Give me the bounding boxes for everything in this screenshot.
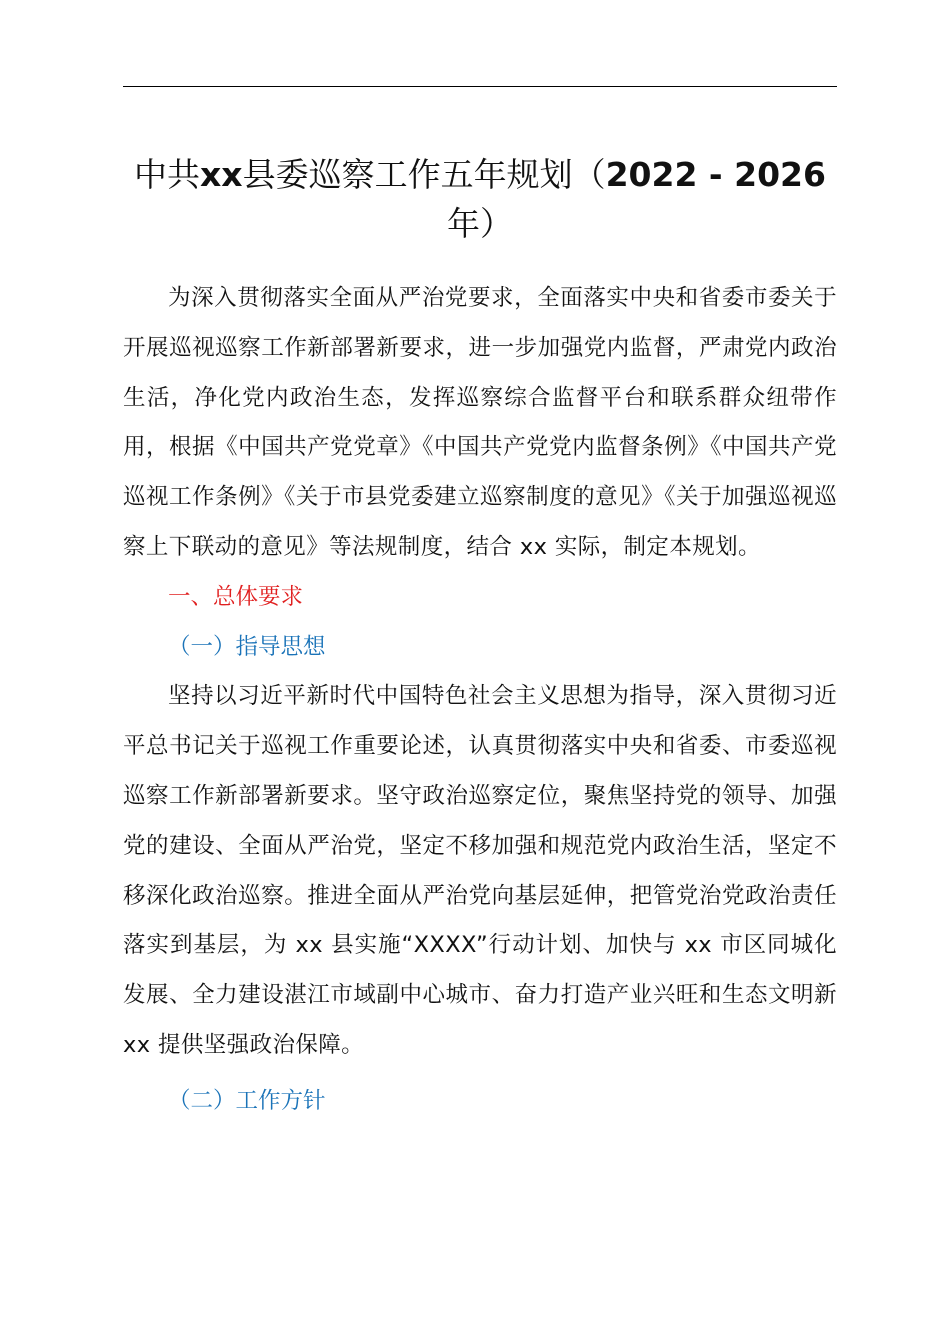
title-text-1: 中共 (134, 155, 201, 194)
title-text-bold-1: xx (200, 155, 243, 194)
intro-paragraph: 为深入贯彻落实全面从严治党要求，全面落实中央和省委市委关于开展巡视巡察工作新部署新要求，进一步加强党内监督，严肃党内政治生活，净化党内政治生态，发挥巡察综合监督平台和联系群众纽带作用，根据《中国共产党党章》《中国共产党党内监督条例》《中国共产党巡视工作条例》《关于市县党委建立巡察制度的意见》《关于加强巡视巡察上下联动的意见》等法规制度，结合 xx 实际，制定本规划。 (123, 285, 837, 560)
section-heading-overall-requirements: 一、总体要求 (168, 583, 304, 610)
subsection-heading-work-policy: （二）工作方针 (168, 1087, 326, 1114)
title-text-3: 年） (447, 204, 513, 243)
title-text-2: 县委巡察工作五年规划（ (242, 155, 606, 194)
header-rule (123, 86, 837, 87)
document-body (123, 274, 837, 1127)
guiding-ideology-paragraph: 坚持以习近平新时代中国特色社会主义思想为指导，深入贯彻习近平总书记关于巡视工作重要论述，认真贯彻落实中央和省委、市委巡视巡察工作新部署新要求。坚守政治巡察定位，聚焦坚持党的领导、加强党的建设、全面从严治党，坚定不移加强和规范党内政治生活，坚定不移深化政治巡察。推进全面从严治党向基层延伸，把管党治党政治责任落实到基层，为 xx 县实施“XXXX”行动计划、加快与 xx 市区同城化发展、全力建设湛江市域副中心城市、奋力打造产业兴旺和生态文明新 xx 提供坚强政治保障。 (123, 683, 837, 1058)
page-title (123, 150, 837, 248)
subsection-heading-guiding-ideology: （一）指导思想 (168, 633, 326, 660)
title-text-bold-2: 2022 - 2026 (605, 155, 826, 194)
